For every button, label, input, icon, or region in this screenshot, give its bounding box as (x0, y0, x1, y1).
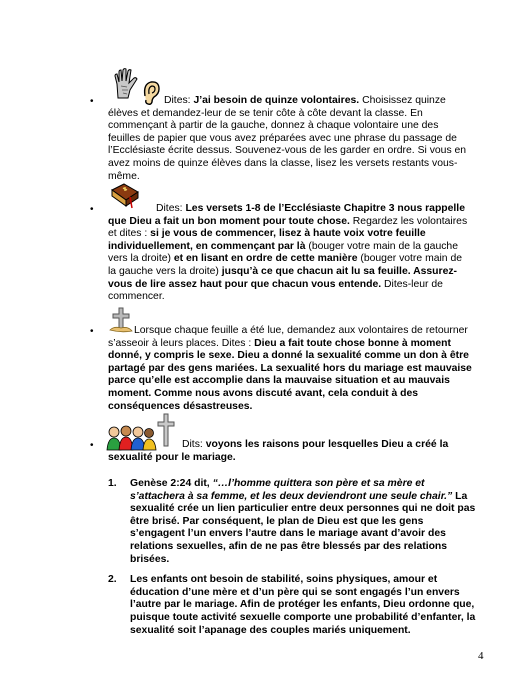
lead-text: Dits: (182, 439, 203, 450)
bold-text: J’ai besoin de quinze volontaires. (193, 95, 360, 106)
list-number: 2. (108, 574, 117, 586)
paragraph-3 (108, 325, 472, 413)
body-text: (bouger votre main de la gauche vers la droite) (108, 240, 458, 265)
bullet-4: • (90, 440, 94, 451)
list-text: Les enfants ont besoin de stabilité, soins physiques, amour et éducation d’une mère et d’un père qui se sont engagés l’un envers l’autre par le mariage. Afin de protéger les enfants, Dieu ordonne que, puisque toute activité sexuelle comporte une probabilité d’enfanter, la sexualité soit l’apanage des couples mariés uniquement. (130, 574, 476, 636)
list-item (108, 478, 478, 566)
bold-text: si je vous de commencer, lisez à haute voix votre feuille individuellement, en commençant par là (108, 228, 426, 252)
list-item (108, 574, 478, 637)
body-text: Lorsque chaque feuille a été lue, demandez aux volontaires de retourner s’asseoir à leurs places. Dites : (108, 325, 468, 349)
reasons-list (108, 478, 478, 645)
lead-text: Dites: (164, 95, 191, 106)
lead-text: Dites: (156, 203, 183, 214)
page-number: 4 (478, 650, 484, 662)
scripture-ref: Genèse 2:24 dit, (130, 478, 210, 489)
paragraph-1 (108, 95, 472, 183)
list-text: La sexualité crée un lien particulier entre deux personnes qui ne doit pas être brisé. Par conséquent, le plan de Dieu est que les gens s’engagent l’un envers l’autre dans le mariage avant d’avoir des relations sexuelles, afin de ne pas être blessés par des relations brisées. (130, 490, 476, 565)
bullet-1: • (90, 96, 94, 107)
bold-text: Dieu a fait toute chose bonne à moment donné, y compris le sexe. Dieu a donné la sexualité comme un don à être partagé par des gens mariées. La sexualité hors du mariage est mauvaise parce qu’elle est accomplie dans la mauvaise situation et au mauvais moment. Comme nous avons discuté avant, cela conduit à des conséquences désastreuses. (108, 337, 472, 412)
body-text: (bouger votre main de la gauche vers la droite) (108, 253, 463, 277)
body-text: Dites-leur de commencer. (108, 278, 443, 303)
bold-text: et en lisant en ordre de cette manière (173, 253, 358, 265)
bold-text: voyons les raisons pour lesquelles Dieu a créé la sexualité pour le mariage. (108, 439, 449, 463)
scripture-quote: “…l’homme quittera son père et sa mère et s’attachera à sa femme, et les deux deviendront une seule chair.” (130, 478, 453, 502)
body-text: Regardez les volontaires et dites : (108, 215, 468, 240)
bold-text: jusqu’à ce que chacun ait lu sa feuille. Assurez-vous de lire assez haut pour que chacun vous entende. (108, 265, 458, 290)
bullet-3: • (90, 326, 94, 337)
body-text: Choisissez quinze élèves et demandez-leur de se tenir côte à côte devant la classe. En commençant à partir de la gauche, donnez à chaque volontaire une des feuilles de papier que vous avez préparées avec une phrase du passage de l’Ecclésiaste écrite dessus. Souvenez-vous de les garder en ordre. Si vous en avez moins de quinze élèves dans la classe, lisez les versets restants vous-même. (108, 95, 467, 182)
list-number: 1. (108, 478, 117, 489)
paragraph-4 (108, 439, 472, 464)
paragraph-2 (108, 203, 472, 304)
bold-text: Les versets 1-8 de l’Ecclésiaste Chapitre 3 nous rappelle que Dieu a fait un bon moment pour toute chose. (108, 203, 465, 227)
bullet-2: • (90, 204, 94, 215)
